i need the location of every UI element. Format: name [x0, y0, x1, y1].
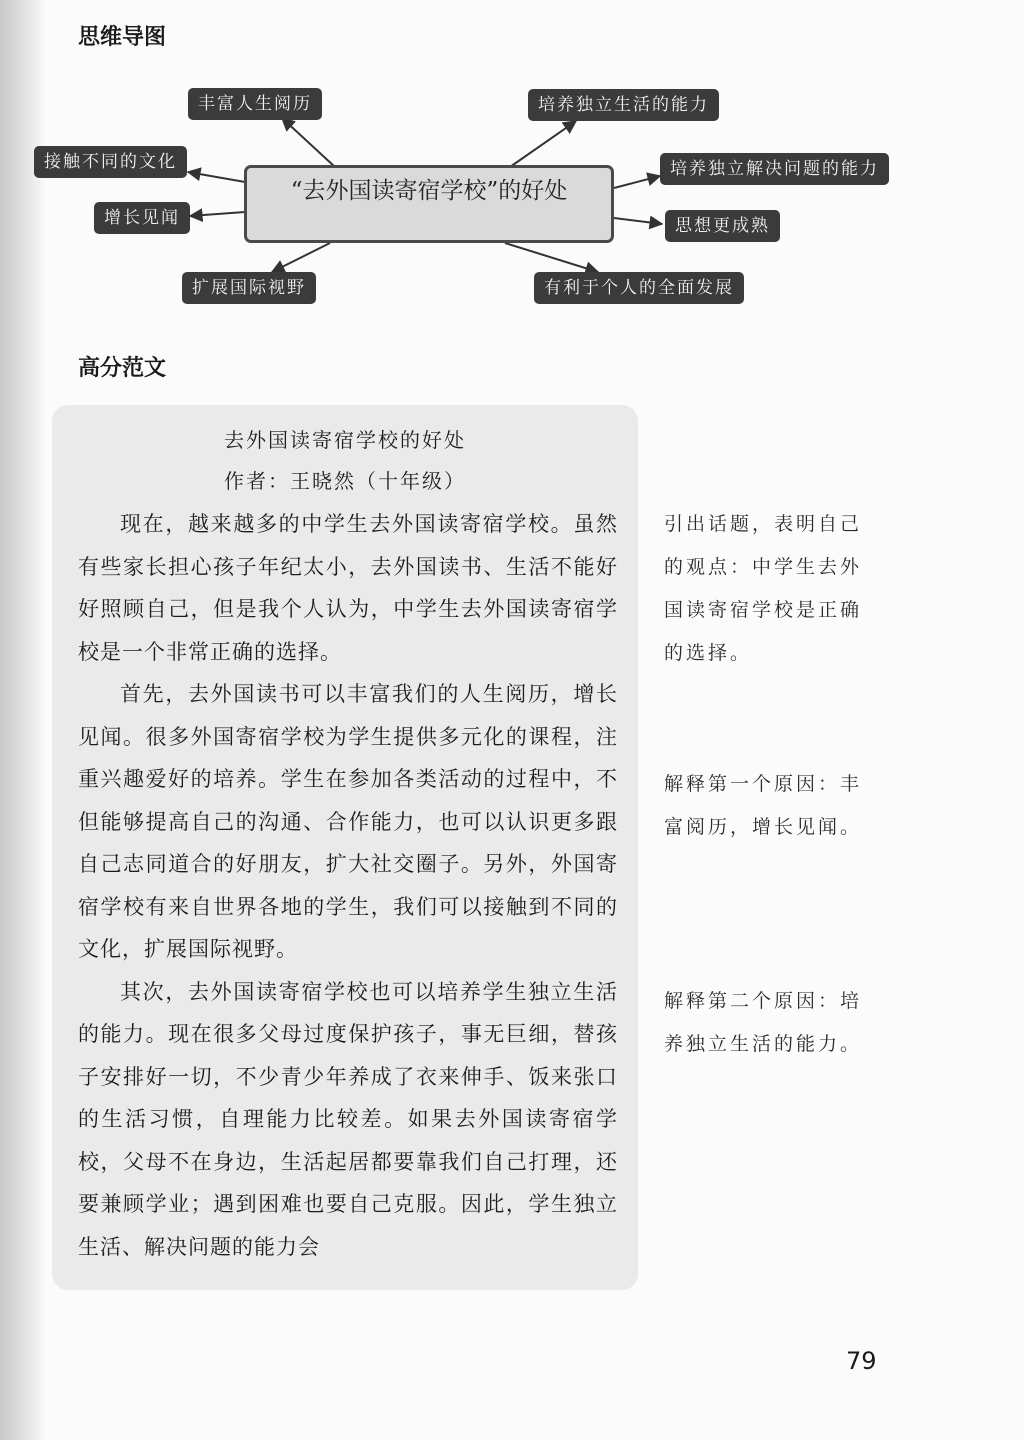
arrow-to-bottom-left: [272, 243, 330, 272]
arrow-to-bottom-right: [505, 243, 598, 272]
essay-paragraph: 现在，越来越多的中学生去外国读寄宿学校。虽然有些家长担心孩子年纪太小，去外国读书、生活不能好好照顾自己，但是我个人认为，中学生去外国读寄宿学校是一个非常正确的选择。: [78, 512, 618, 664]
essay-body: [78, 503, 618, 1268]
mind-map-node-top-right: 培养独立生活的能力: [528, 89, 719, 121]
essay-paragraph: 其次，去外国读寄宿学校也可以培养学生独立生活的能力。现在很多父母过度保护孩子，事无巨细，替孩子安排好一切，不少青少年养成了衣来伸手、饭来张口的生活习惯，自理能力比较差。如果去外国读寄宿学校，父母不在身边，生活起居都要靠我们自己打理，还要兼顾学业；遇到困难也要自己克服。因此，学生独立生活、解决问题的能力会: [78, 979, 618, 1259]
model-essay-section-title: 高分范文: [78, 356, 167, 381]
essay-title: 去外国读寄宿学校的好处: [224, 428, 466, 452]
mind-map-node-top-left: 丰富人生阅历: [188, 88, 322, 120]
arrow-to-left-lower: [190, 212, 245, 216]
mind-map-node-left-lower: 增长见闻: [94, 202, 190, 234]
mind-map-node-right-upper: 培养独立解决问题的能力: [660, 153, 889, 185]
margin-note: 解释第二个原因：培养独立生活的能力。: [664, 990, 863, 1055]
mind-map-node-bottom-right: 有利于个人的全面发展: [534, 272, 744, 304]
margin-note: 解释第一个原因：丰富阅历，增长见闻。: [664, 773, 863, 838]
margin-note: 引出话题，表明自己的观点：中学生去外国读寄宿学校是正确的选择。: [664, 513, 863, 664]
arrow-to-right-upper: [614, 176, 660, 188]
essay-paragraph: 首先，去外国读书可以丰富我们的人生阅历，增长见闻。很多外国寄宿学校为学生提供多元化的课程，注重兴趣爱好的培养。学生在参加各类活动的过程中，不但能够提高自己的沟通、合作能力，也可以认识更多跟自己志同道合的好朋友，扩大社交圈子。另外，外国寄宿学校有来自世界各地的学生，我们可以接触到不同的文化，扩展国际视野。: [78, 682, 618, 961]
arrow-to-top-right: [510, 121, 576, 167]
arrow-to-top-left: [282, 118, 335, 167]
mind-map-center-topic: “去外国读寄宿学校”的好处: [244, 165, 614, 243]
mind-map-node-bottom-left: 扩展国际视野: [182, 272, 316, 304]
mind-map-section-title: 思维导图: [78, 25, 167, 50]
mind-map-node-right-lower: 思想更成熟: [665, 210, 780, 242]
arrow-to-right-lower: [614, 218, 662, 224]
page-number: 79: [846, 1347, 877, 1375]
mind-map-node-left-upper: 接触不同的文化: [34, 146, 187, 178]
essay-author: 作者：王晓然（十年级）: [224, 469, 466, 493]
arrow-to-left-upper: [188, 172, 245, 182]
